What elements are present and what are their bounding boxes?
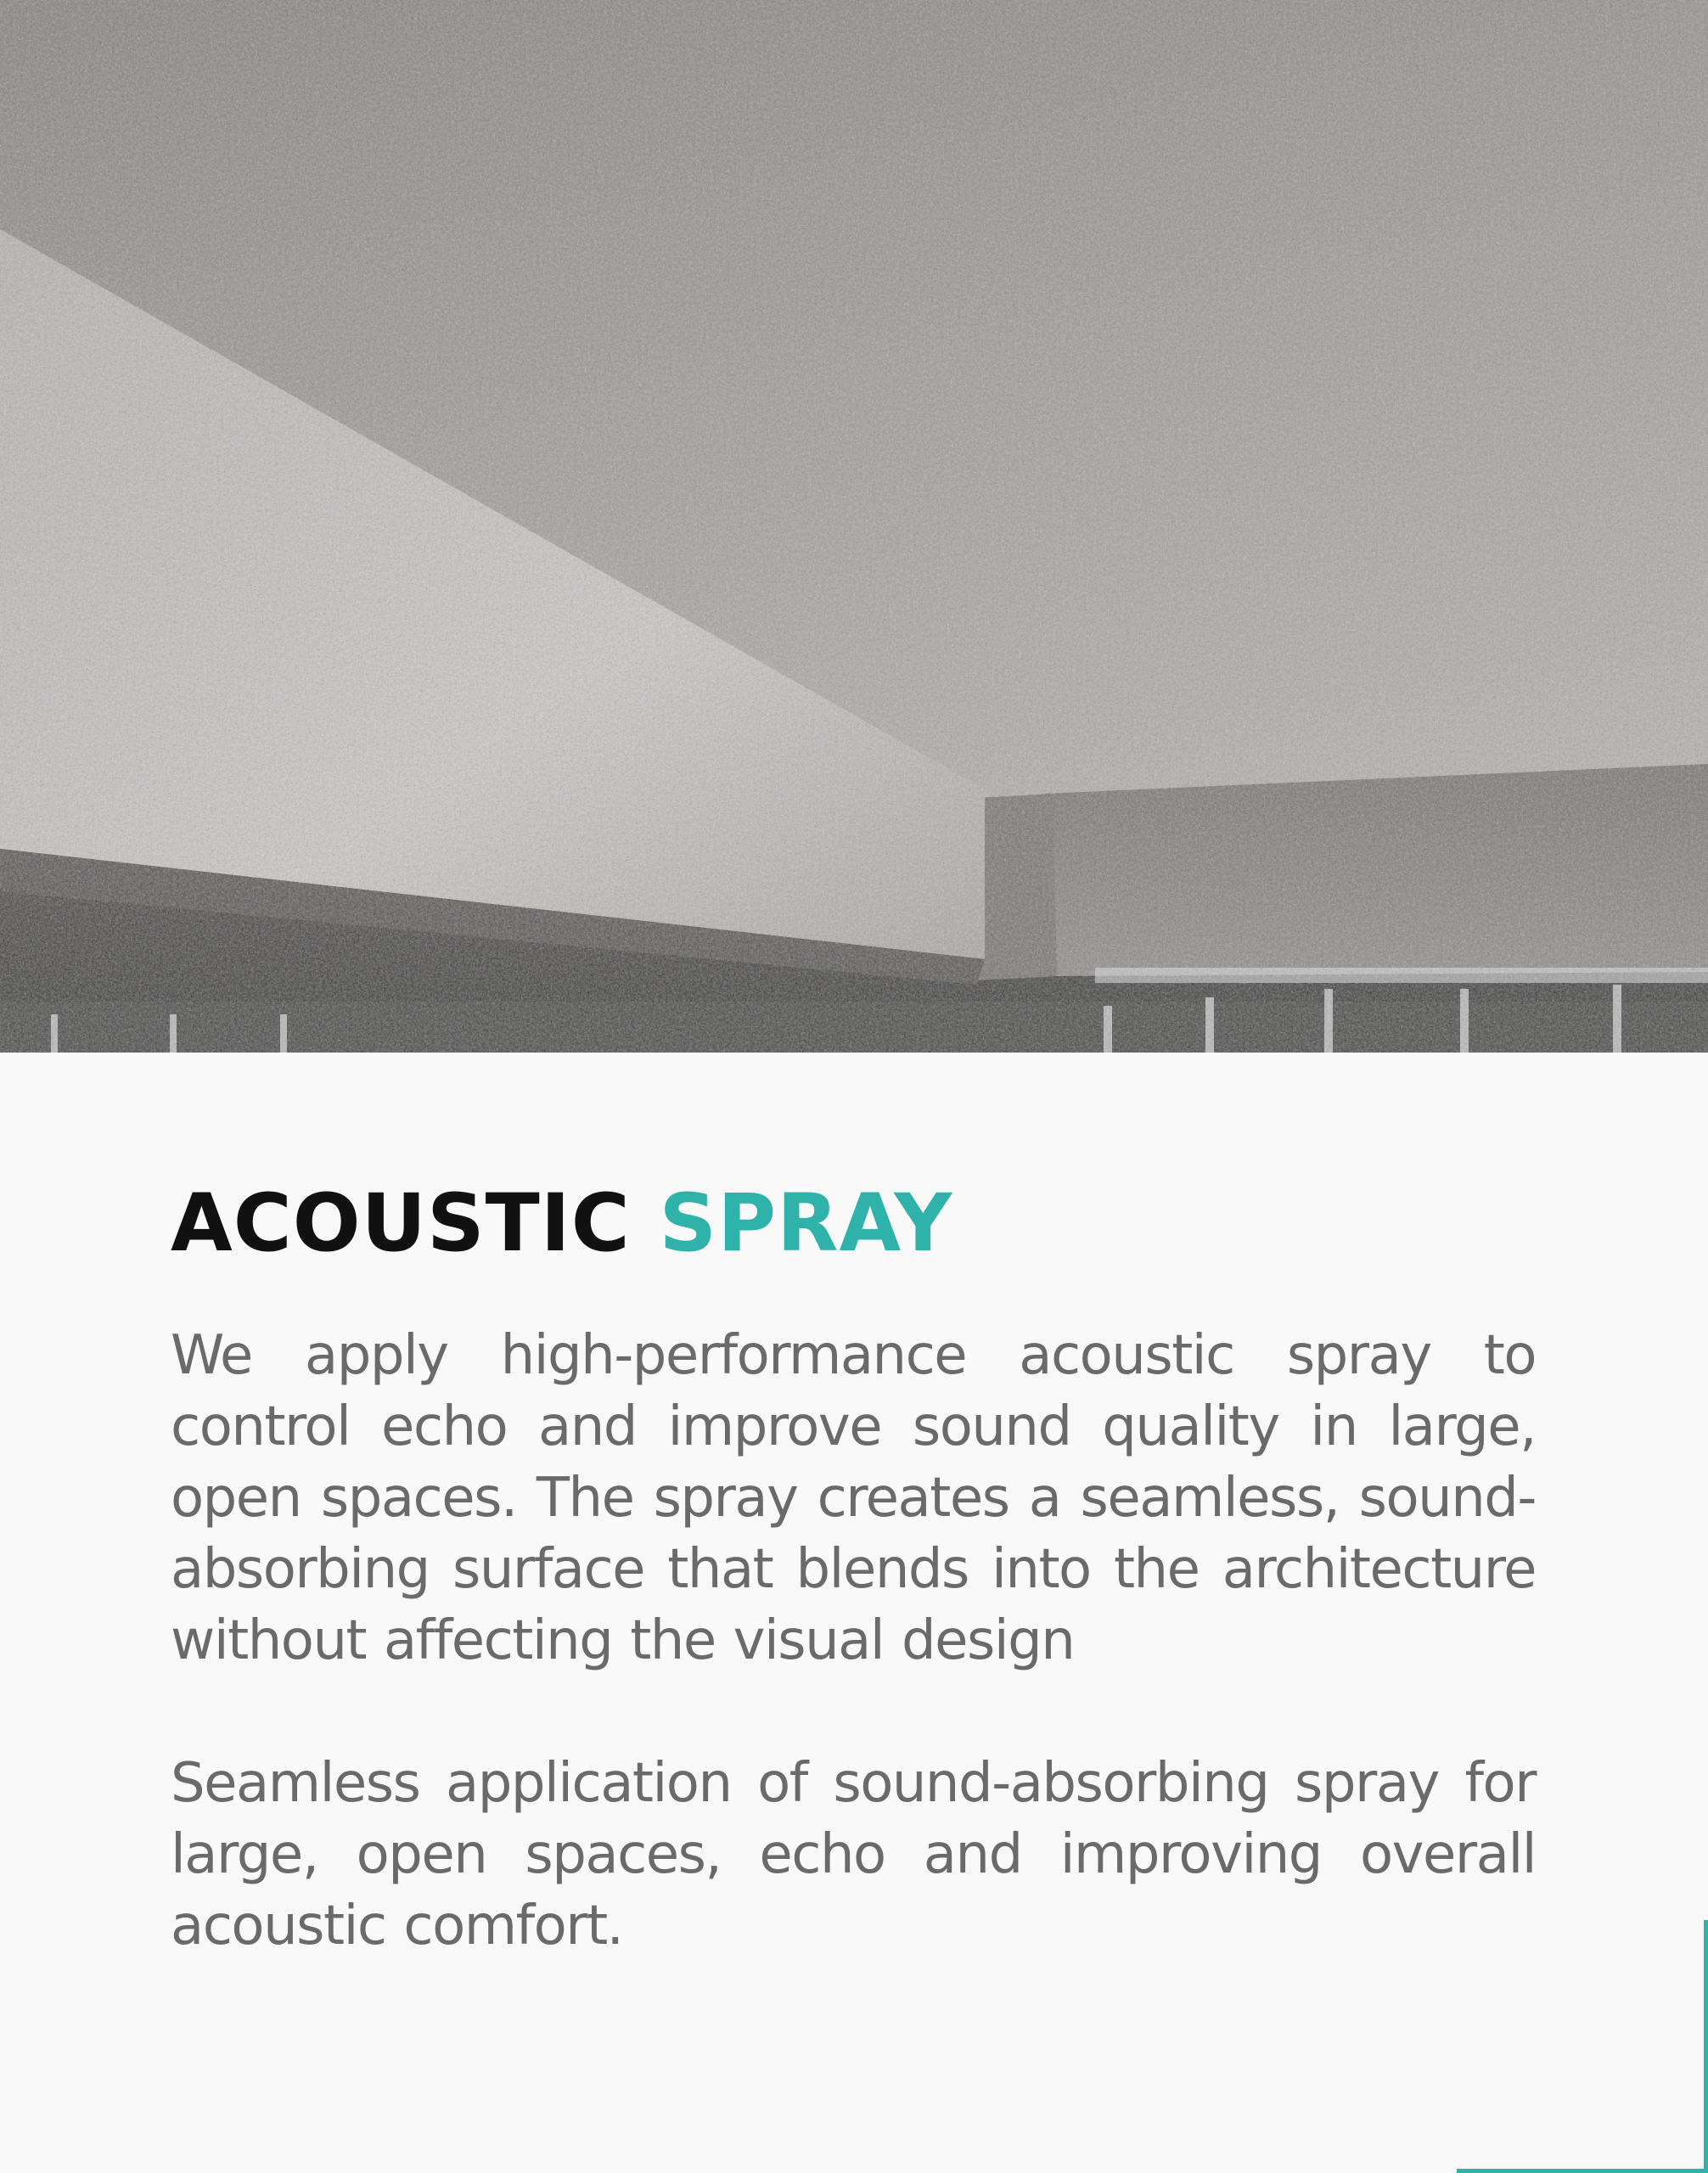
- title-word-acoustic: ACOUSTIC: [171, 1177, 631, 1270]
- description-paragraph: We apply high-performance acoustic spray to control echo and improve sound quality in large, open spaces. The spray creates a seamless, sound-absorbing surface that blends into the architecture without affecting the visual design: [171, 1324, 1536, 1673]
- accent-corner-vertical: [1704, 1920, 1708, 2173]
- title-word-spray: SPRAY: [659, 1177, 953, 1270]
- accent-corner-horizontal: [1457, 2169, 1708, 2173]
- page-title: [171, 1177, 1536, 1270]
- hero-illustration: [0, 0, 1708, 1053]
- hero-image: [0, 0, 1708, 1053]
- summary-paragraph: Seamless application of sound-absorbing spray for large, open spaces, echo and improving overall acoustic comfort.: [171, 1752, 1536, 1958]
- content-section: [171, 1177, 1536, 1962]
